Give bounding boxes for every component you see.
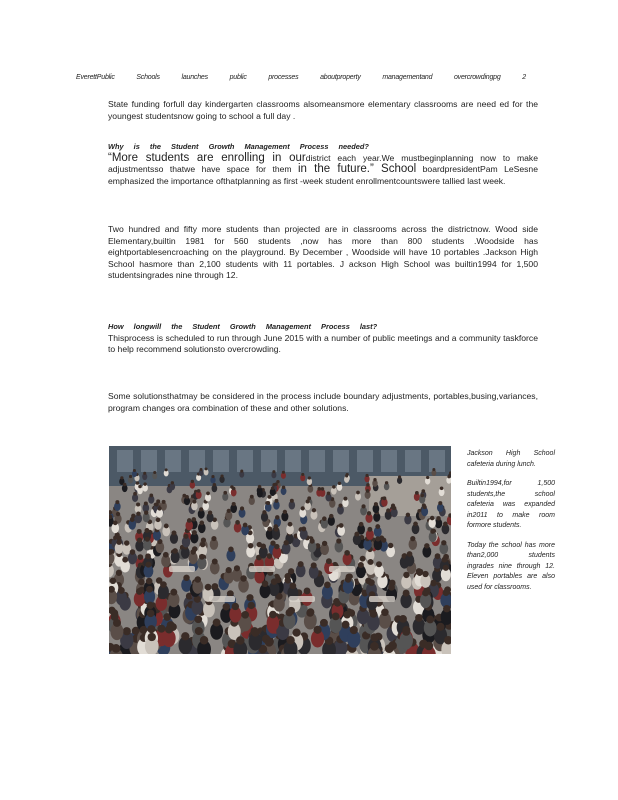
caption-line: Builtin1994,for 1,500 students,the school cafeteria was expanded in2011 to make room formore students. bbox=[467, 480, 555, 529]
header-word: overcrowdingpg bbox=[453, 74, 501, 81]
paragraph-quote bbox=[108, 153, 538, 188]
paragraph-process: Thisprocess is scheduled to run through June 2015 with a number of public meetings and a community taskforce to help recommend solutionsto overcrowding. bbox=[108, 332, 538, 355]
header-word: aboutproperty bbox=[320, 74, 361, 81]
header-word: launches bbox=[181, 74, 208, 81]
paragraph-solutions: Some solutionsthatmay be considered in the process include boundary adjustments, portables,busing,variances, program changes ora combination of these and other solutions. bbox=[108, 391, 538, 413]
header-word: managementand bbox=[382, 74, 433, 81]
page-header bbox=[76, 74, 526, 81]
quote-mid: district each year.We mustbeginplanning now to make adjustmentsso thatwe have space for them bbox=[108, 152, 538, 175]
paragraph-enrollment: Two hundred and fifty more students than projected are in classrooms across the districtnow. Wood side Elementary,builtin 1981 for 560 students ,now has more than 800 students .Woodside has eightportablesencroaching on the playground. By December , Woodside will have 10 portables .Jackson High School hasmore than 2,100 students with 11 portables. J ackson High School was builtin1994 for 1,500 studentsingrades nine through 12. bbox=[108, 224, 538, 281]
section-how-long bbox=[108, 321, 538, 356]
question-why: Why is the Student Growth Management Process needed? bbox=[108, 142, 369, 151]
header-word: Schools bbox=[136, 74, 160, 81]
caption-line: Jackson High School cafeteria during lunch. bbox=[467, 450, 555, 468]
cafeteria-photo bbox=[109, 446, 451, 654]
cafeteria-photo-image bbox=[109, 446, 451, 654]
photo-caption bbox=[467, 449, 555, 602]
quote-open: “More students are enrolling in our bbox=[108, 151, 306, 164]
quote-close: in the future.” School bbox=[297, 163, 417, 176]
paragraph-kindergarten: State funding forfull day kindergarten classrooms alsomeansmore elementary classrooms are need ed for the youngest studentsnow going to school a full day . bbox=[108, 99, 538, 121]
header-word: processes bbox=[268, 74, 299, 81]
question-how-long: How longwill the Student Growth Management Process last? bbox=[108, 322, 378, 331]
section-why bbox=[108, 141, 538, 187]
caption-line: Today the school has more than2,000 students ingrades nine through 12. Eleven portables are also used for classrooms. bbox=[467, 541, 555, 591]
header-word: public bbox=[229, 74, 247, 81]
quote-rest: boardpresidentPam LeSesne emphasized the importance ofthatplanning as first -week student enrollmentcountswere tallied last week. bbox=[108, 164, 538, 186]
page-number: 2 bbox=[522, 74, 526, 81]
header-word: EverettPublic bbox=[76, 74, 115, 81]
